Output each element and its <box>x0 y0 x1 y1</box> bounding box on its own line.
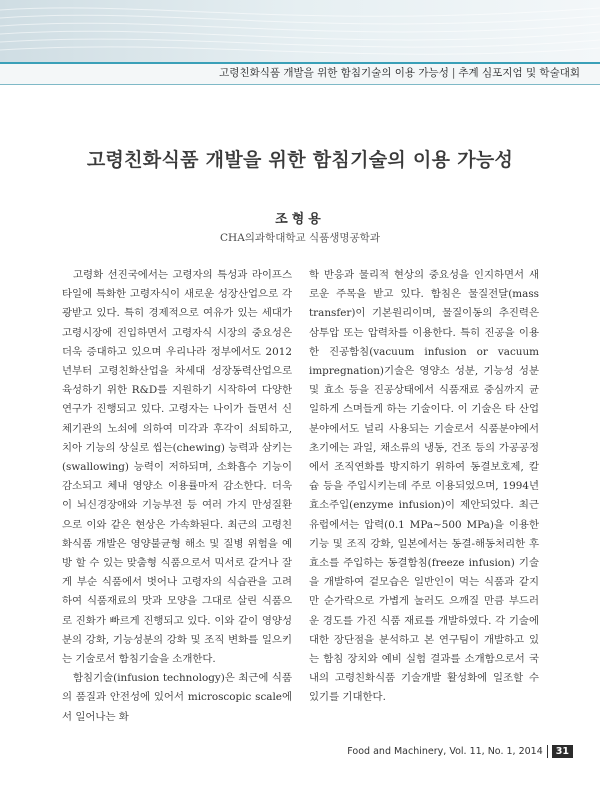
page-number: 31 <box>552 745 573 758</box>
body-column-right <box>309 266 539 708</box>
body-column-left <box>62 266 292 727</box>
journal-citation: Food and Machinery, Vol. 11, No. 1, 2014 <box>347 746 543 757</box>
author-affiliation: CHA의과학대학교 식품생명공학과 <box>220 232 380 244</box>
article-author: 조형용 <box>275 212 325 227</box>
running-header <box>219 65 580 80</box>
article-title: 고령친화식품 개발을 위한 함침기술의 이용 가능성 <box>86 149 514 171</box>
header-separator: | <box>451 67 456 79</box>
running-title: 고령친화식품 개발을 위한 함침기술의 이용 가능성 <box>219 67 449 79</box>
header-band <box>0 0 600 62</box>
header-bottom-rule <box>0 84 600 85</box>
running-section: 추계 심포지엄 및 학술대회 <box>458 67 580 79</box>
body-paragraph: 함침기술(infusion technology)은 최근에 식품의 품질과 안전성에 있어서 microscopic scale에서 일어나는 화 <box>62 672 292 723</box>
decorative-wave-lines <box>0 0 600 62</box>
body-paragraph: 학 반응과 물리적 현상의 중요성을 인지하면서 새로운 주목을 받고 있다. 함침은 물질전달(mass transfer)이 기본원리이며, 물질이동의 추진력은 삼투압 또는 압력차를 이용한다. 특히 진공을 이용한 진공함침(vacuum infusion or vacuum impregnation)기술은 영양소 성분, 기능성 성분 및 효소 등을 진공상태에서 식품재료 중심까지 균일하게 스며들게 하는 기술이다. 이 기술은 타 산업분야에서도 널리 사용되는 기술로서 식품분야에서 초기에는 과일, 채소류의 냉동, 건조 등의 가공공정에서 조직연화를 방지하기 위하여 동결보호제, 칼슘 등을 주입시키는데 주로 이용되었으며, 1994년 효소주입(enzyme infusion)이 제안되었다. 최근 유럽에서는 압력(0.1 MPa~500 MPa)을 이용한 기능 및 조직 강화, 일본에서는 동결-해동처리한 후 효소를 주입하는 동결함침(freeze infusion) 기술을 개발하여 겉모습은 일반인이 먹는 식품과 같지만 순가락으로 가볍게 눌러도 으깨질 만큼 부드러운 경도를 가진 식품 재료를 개발하였다. 각 기술에 대한 장단점을 분석하고 본 연구팀이 개발하고 있는 함침 장치와 예비 실험 결과를 소개함으로서 국내의 고령친화식품 기술개발 활성화에 일조할 수 있기를 기대한다. <box>309 269 539 704</box>
page-footer <box>347 745 573 758</box>
footer-divider <box>547 745 548 758</box>
body-paragraph: 고령화 선진국에서는 고령자의 특성과 라이프스타일에 특화한 고령자식이 새로운 성장산업으로 각광받고 있다. 특히 경제적으로 여유가 있는 세대가 고령시장에 진입하면서 고령자식 시장의 중요성은 더욱 증대하고 있으며 우리나라 정부에서도 2012년부터 고령친화산업을 차세대 성장동력산업으로 육성하기 위한 R&D를 지원하기 시작하여 다양한 연구가 진행되고 있다. 고령자는 나이가 들면서 신체기관의 노쇠에 의하여 미각과 후각이 쇠퇴하고, 치아 기능의 상실로 씹는(chewing) 능력과 삼키는(swallowing) 능력이 저하되며, 소화흡수 기능이 감소되고 체내 영양소 이용률마저 감소한다. 더욱이 뇌신경장애와 기능부전 등 여러 가지 만성질환으로 이와 같은 현상은 가속화된다. 최근의 고령친화식품 개발은 영양불균형 해소 및 질병 위험을 예방 할 수 있는 맞춤형 식품으로서 믹서로 갈거나 잘게 부순 식품에서 벗어나 고령자의 식습관을 고려하여 식품재료의 맛과 모양을 그대로 살린 식품으로 진화가 빠르게 진행되고 있다. 이와 같이 영양성분의 강화, 기능성분의 강화 및 조직 변화를 일으키는 기술로서 함침기술을 소개한다. <box>62 269 292 666</box>
